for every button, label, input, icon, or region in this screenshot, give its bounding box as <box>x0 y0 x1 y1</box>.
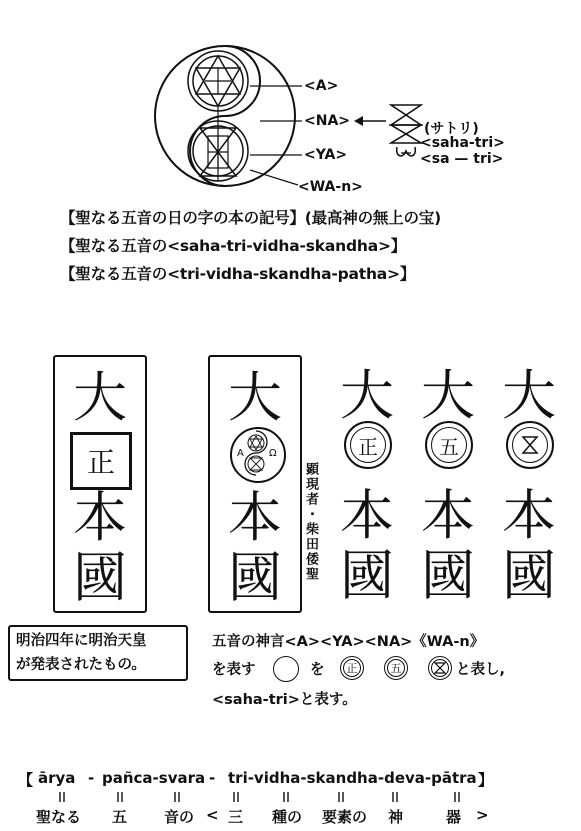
label-a: <A> <box>304 78 339 94</box>
gloss-lt: < <box>206 806 219 824</box>
label-wa-n: <WA-n> <box>298 179 363 195</box>
hourglass-icon <box>520 435 540 455</box>
seal-circle <box>506 421 554 469</box>
bracket-open: 【 <box>18 771 34 789</box>
gloss-seinaru: 聖なる <box>36 808 82 826</box>
seal-circle <box>425 421 473 469</box>
bracket-close: 】 <box>478 771 494 789</box>
explain-line1: 五音の神言<A><YA><NA>《WA-n》 <box>212 634 485 650</box>
char-koku: 國 <box>340 544 394 607</box>
char-koku: 國 <box>228 546 282 609</box>
term-dash-1: - <box>88 769 95 787</box>
caption-1: 【聖なる五音の日の字の本の記号】(最高神の無上の宝) <box>60 209 441 227</box>
caption-2: 【聖なる五音の<saha-tri-vidha-skandha>】 <box>60 237 407 255</box>
seal-inner-char: 正 <box>350 427 386 463</box>
gloss-gt: > <box>476 806 489 824</box>
char-hon: 本 <box>228 486 282 549</box>
char-hon: 本 <box>502 484 556 547</box>
term-arya: ārya <box>38 769 76 787</box>
term-panca-svara: pañca-svara <box>102 769 206 787</box>
satori-label: (サトリ) <box>424 121 479 137</box>
explain-line3: <saha-tri>と表す。 <box>212 692 357 708</box>
explain-line2-a: を表す <box>212 662 256 678</box>
gloss-go: 五 <box>112 808 128 826</box>
gloss-ki: 器 <box>446 808 462 826</box>
char-koku: 國 <box>502 544 556 607</box>
small-seal-2: 五 <box>384 656 408 680</box>
label-ya: <YA> <box>304 147 348 163</box>
char-dai: 大 <box>228 366 282 429</box>
small-seal-1: 正 <box>340 656 364 680</box>
seal-inner-hourglass <box>512 427 548 463</box>
satori-line2: <sa — tri> <box>420 151 504 167</box>
note-line2: が発表されたもの。 <box>16 657 146 673</box>
kuni-inner-char: 正 <box>86 446 115 479</box>
emblem-label-omega: Ω <box>269 448 277 459</box>
gloss-shuno: 種の <box>272 808 303 826</box>
char-hon: 本 <box>421 484 475 547</box>
satori-line1: <saha-tri> <box>420 135 505 151</box>
char-dai: 大 <box>421 364 475 427</box>
char-dai: 大 <box>502 364 556 427</box>
emblem-label-a: A <box>237 448 244 459</box>
satori-glyph-icon <box>389 103 423 161</box>
char-hon: 本 <box>73 486 127 549</box>
term-dash-2: - <box>209 769 216 787</box>
label-na: <NA> <box>304 113 351 129</box>
author-note: 顕現者・柴田倭聖 <box>303 462 318 582</box>
char-koku: 國 <box>421 544 475 607</box>
seal-circle <box>344 421 392 469</box>
gloss-onno: 音の <box>164 808 195 826</box>
explain-line2-c: と表し, <box>456 662 506 678</box>
explain-line2-b: を <box>310 662 325 678</box>
column-boxed-2 <box>208 355 302 613</box>
column-3 <box>335 355 399 609</box>
meiji-note-box <box>8 625 188 681</box>
caption-3: 【聖なる五音の<tri-vidha-skandha-patha>】 <box>60 265 416 283</box>
seal-inner-char: 五 <box>431 427 467 463</box>
hourglass-icon <box>434 662 446 674</box>
column-5 <box>497 355 561 609</box>
gloss-kami: 神 <box>388 808 404 826</box>
kuni-glyph <box>70 432 132 490</box>
arrow-left-icon <box>352 114 388 128</box>
gloss-yousono: 要素の <box>322 808 368 826</box>
char-koku: 國 <box>73 546 127 609</box>
emblem-circle <box>230 427 286 483</box>
gloss-san: 三 <box>228 808 244 826</box>
empty-circle-icon <box>273 656 299 682</box>
term-tri-vidha: tri-vidha-skandha-deva-pātra <box>228 769 477 787</box>
char-dai: 大 <box>340 364 394 427</box>
char-hon: 本 <box>340 484 394 547</box>
column-4 <box>416 355 480 609</box>
label-connectors <box>250 75 310 190</box>
gloss-ticks <box>0 790 581 804</box>
note-line1: 明治四年に明治天皇 <box>16 633 147 649</box>
small-seal-3 <box>428 656 452 680</box>
char-dai: 大 <box>73 366 127 429</box>
